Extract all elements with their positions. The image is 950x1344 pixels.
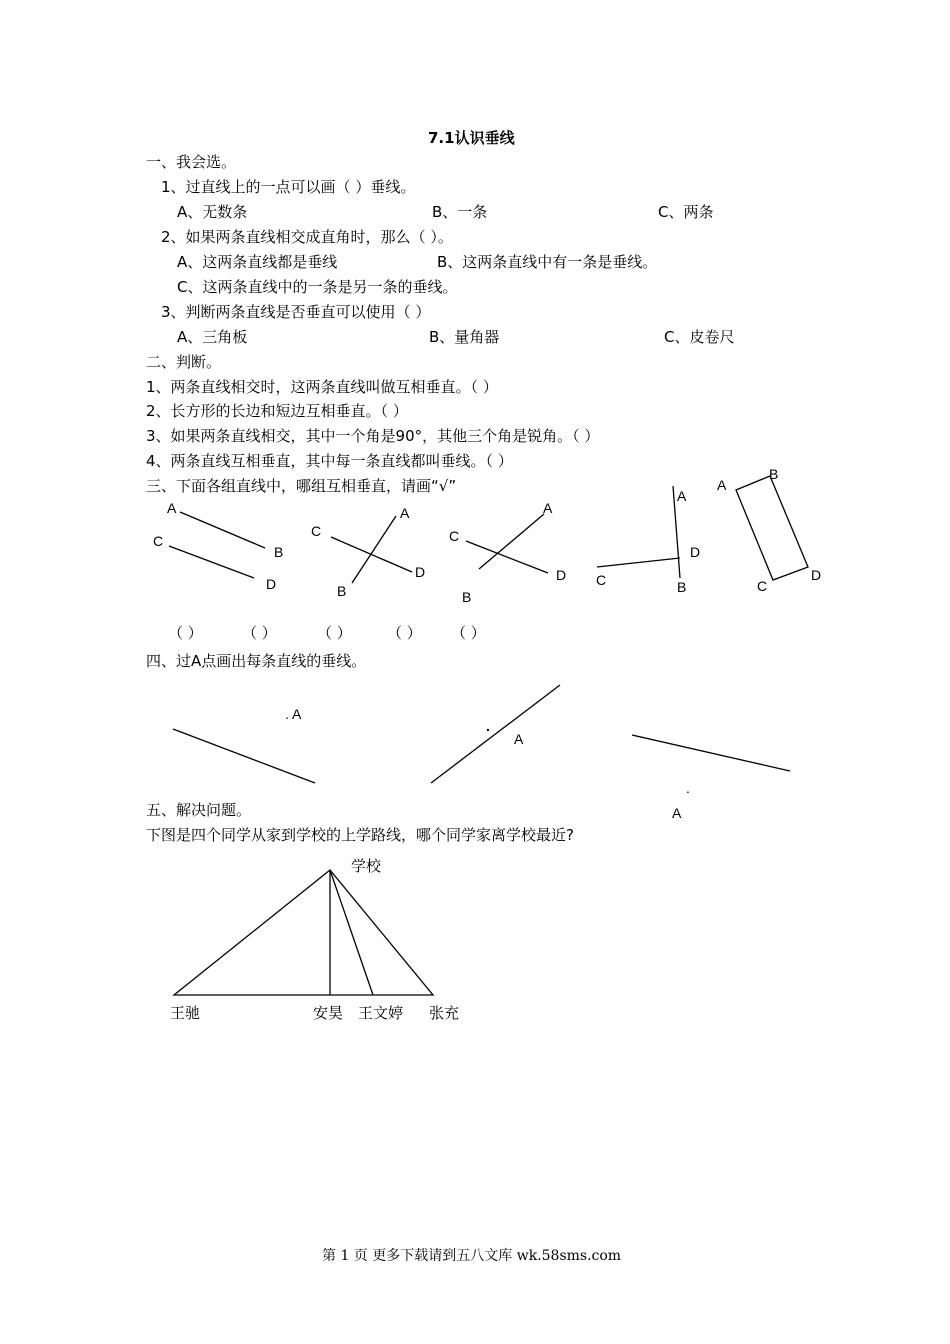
fig5-label-b: B bbox=[769, 466, 779, 482]
q3-option-b: B、量角器 bbox=[429, 328, 500, 346]
fig5-label-a: A bbox=[717, 477, 727, 493]
section3-heading: 三、下面各组直线中，哪组互相垂直，请画“√” bbox=[146, 477, 457, 495]
answer-blank-1[interactable]: （ ） bbox=[168, 624, 203, 642]
fig2-label-a: A bbox=[400, 505, 410, 521]
student-wangwenting: 王文婷 bbox=[358, 1004, 404, 1022]
s4-dot-3: . bbox=[686, 780, 690, 796]
student-zhangchong: 张充 bbox=[429, 1004, 460, 1022]
answer-blank-2[interactable]: （ ） bbox=[242, 624, 277, 642]
judge-item-1: 1、两条直线相交时，这两条直线叫做互相垂直。（ ） bbox=[146, 378, 498, 396]
fig2-label-d: D bbox=[415, 564, 426, 580]
answer-blank-4[interactable]: （ ） bbox=[387, 624, 422, 642]
section4-heading: 四、过A点画出每条直线的垂线。 bbox=[146, 652, 367, 670]
q2-option-c: C、这两条直线中的一条是另一条的垂线。 bbox=[177, 278, 458, 296]
page-footer: 第 1 页 更多下载请到五八文库 wk.58sms.com bbox=[322, 1248, 622, 1264]
s4-point-1: . A bbox=[285, 706, 302, 722]
s4-point-2-label: A bbox=[514, 731, 524, 747]
fig1-label-a: A bbox=[167, 500, 177, 516]
fig2-label-c: C bbox=[311, 523, 322, 539]
fig3-label-d: D bbox=[556, 567, 567, 583]
section5-question: 下图是四个同学从家到学校的上学路线，哪个同学家离学校最近? bbox=[146, 826, 574, 844]
s4-line-3 bbox=[632, 735, 790, 771]
answer-blank-5[interactable]: （ ） bbox=[451, 624, 486, 642]
q2-text: 2、如果两条直线相交成直角时，那么（ ）。 bbox=[161, 228, 453, 246]
student-wangchi: 王驰 bbox=[170, 1004, 201, 1022]
s4-line-1 bbox=[173, 729, 315, 783]
judge-item-4: 4、两条直线互相垂直，其中每一条直线都叫垂线。（ ） bbox=[146, 452, 513, 470]
q3-option-a: A、三角板 bbox=[177, 328, 248, 346]
q2-option-a: A、这两条直线都是垂线 bbox=[177, 253, 338, 271]
fig3-label-b: B bbox=[462, 589, 472, 605]
q3-text: 3、判断两条直线是否垂直可以使用（ ） bbox=[161, 303, 431, 321]
answer-blank-3[interactable]: （ ） bbox=[317, 624, 352, 642]
fig1-label-d: D bbox=[266, 576, 277, 592]
fig1-line-cd bbox=[169, 546, 254, 578]
q3-option-c: C、皮卷尺 bbox=[664, 328, 735, 346]
judge-item-2: 2、长方形的长边和短边互相垂直。（ ） bbox=[146, 402, 408, 420]
fig1-label-b: B bbox=[274, 544, 284, 560]
school-triangle bbox=[174, 870, 433, 995]
route-wangwenting bbox=[330, 870, 373, 995]
section2-heading: 二、判断。 bbox=[146, 353, 222, 371]
fig4-label-d: D bbox=[690, 544, 701, 560]
fig2-label-b: B bbox=[337, 583, 347, 599]
fig2-line-cd bbox=[331, 537, 412, 572]
q1-option-c: C、两条 bbox=[658, 203, 714, 221]
fig4-label-c: C bbox=[596, 572, 607, 588]
section5-heading: 五、解决问题。 bbox=[146, 801, 252, 819]
s4-line-2 bbox=[431, 685, 560, 783]
fig3-label-c: C bbox=[449, 528, 460, 544]
q1-text: 1、过直线上的一点可以画（ ）垂线。 bbox=[161, 178, 416, 196]
q1-option-a: A、无数条 bbox=[177, 203, 248, 221]
fig3-label-a: A bbox=[543, 500, 553, 516]
section1-heading: 一、我会选。 bbox=[146, 153, 237, 171]
q2-option-b: B、这两条直线中有一条是垂线。 bbox=[437, 253, 658, 271]
s4-dot-2: . bbox=[486, 718, 490, 734]
fig4-line-cd bbox=[597, 558, 680, 567]
fig4-label-b: B bbox=[677, 579, 687, 595]
fig4-label-a: A bbox=[677, 488, 687, 504]
judge-item-3: 3、如果两条直线相交，其中一个角是90°，其他三个角是锐角。（ ） bbox=[146, 427, 600, 445]
fig5-label-c: C bbox=[757, 578, 768, 594]
fig5-rectangle bbox=[736, 476, 808, 580]
fig1-line-ab bbox=[180, 512, 265, 548]
page-title: 7.1认识垂线 bbox=[428, 129, 515, 147]
q1-option-b: B、一条 bbox=[432, 203, 488, 221]
fig1-label-c: C bbox=[153, 533, 164, 549]
school-label: 学校 bbox=[351, 857, 382, 875]
fig3-line-ab bbox=[479, 514, 544, 569]
s4-point-3-label: A bbox=[672, 805, 682, 821]
student-anhao: 安昊 bbox=[313, 1004, 344, 1022]
fig5-label-d: D bbox=[811, 567, 822, 583]
